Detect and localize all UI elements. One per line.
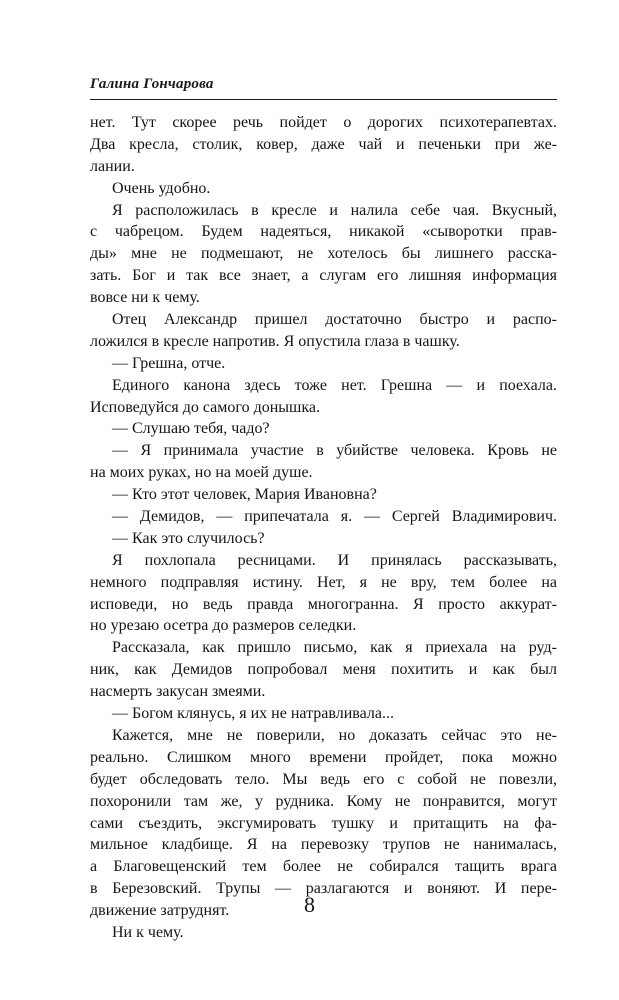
header-rule (90, 99, 557, 100)
text-line: Очень удобно. (112, 179, 211, 197)
text-line: Я расположилась в кресле и налила себе чая. Вкусный, (112, 201, 557, 219)
text-line: Единого канона здесь тоже нет. Грешна — и поехала. (112, 376, 557, 394)
text-line: зать. Бог и так все знает, а слугам его лишняя информация (90, 267, 557, 285)
text-line: Отец Александр пришел достаточно быстро и распо- (112, 311, 557, 329)
text-line: — Я принимала участие в убийстве человека. Кровь не (112, 442, 557, 460)
text-line: Рассказала, как пришло письмо, как я приехала на руд- (112, 639, 557, 657)
text-line: насмерть закусан змеями. (90, 683, 266, 701)
text-line: — Как это случилось? (112, 529, 265, 547)
text-line: нет. Тут скорее речь пойдет о дорогих психотерапевтах. (90, 114, 557, 131)
text-line: — Богом клянусь, я их не натравливала... (112, 705, 394, 723)
text-line: реально. Слишком много времени пройдет, пока можно (90, 748, 557, 766)
text-line: немного подправляя истину. Нет, я не вру, тем более на (90, 573, 557, 591)
text-line: лании. (90, 157, 135, 175)
text-line: похоронили там же, у рудника. Кому не понравится, могут (90, 792, 557, 810)
page-number: 8 (304, 892, 315, 917)
text-line: а Благовещенский тем более не собирался тащить врага (90, 858, 557, 876)
text-line: на моих руках, но на моей душе. (90, 464, 313, 482)
text-line: движение затруднят. (90, 902, 230, 920)
text-line: будет обследовать тело. Мы ведь его с собой не повезли, (90, 770, 557, 788)
text-line: в Березовский. Трупы — разлагаются и воняют. И пере- (90, 880, 557, 898)
text-line: исповеди, но ведь правда многогранна. Я просто аккурат- (90, 595, 557, 613)
text-line: вовсе ни к чему. (90, 289, 200, 307)
text-line: сами съездить, эксгумировать тушку и притащить на фа- (90, 814, 557, 832)
text-line: Исповедуйся до самого донышка. (90, 398, 320, 416)
text-line: Я похлопала ресницами. И принялась рассказывать, (112, 551, 557, 569)
running-head-author: Галина Гончарова (90, 76, 214, 92)
text-line: Два кресла, столик, ковер, даже чай и печеньки при же- (90, 135, 557, 153)
text-line: — Демидов, — припечатала я. — Сергей Владимирович. (112, 508, 557, 526)
text-line: — Кто этот человек, Мария Ивановна? (112, 486, 377, 504)
text-line: ник, как Демидов попробовал меня похитить и как был (90, 661, 557, 679)
text-line: Кажется, мне не поверили, но доказать сейчас это не- (112, 726, 557, 744)
body-text (90, 112, 557, 944)
text-line: ды» мне не подмешают, не хотелось бы лишнего расска- (90, 245, 557, 263)
text-line: — Грешна, отче. (112, 354, 226, 372)
text-line: с чабрецом. Будем надеяться, никакой «сыворотки прав- (90, 223, 557, 241)
text-line: ложился в кресле напротив. Я опустила глаза в чашку. (90, 332, 460, 350)
text-line: — Слушаю тебя, чадо? (112, 420, 270, 438)
text-line: мильное кладбище. Я на перевозку трупов не нанималась, (90, 836, 557, 854)
text-line: но урезаю осетра до размеров селедки. (90, 617, 357, 635)
text-line: Ни к чему. (112, 923, 184, 941)
